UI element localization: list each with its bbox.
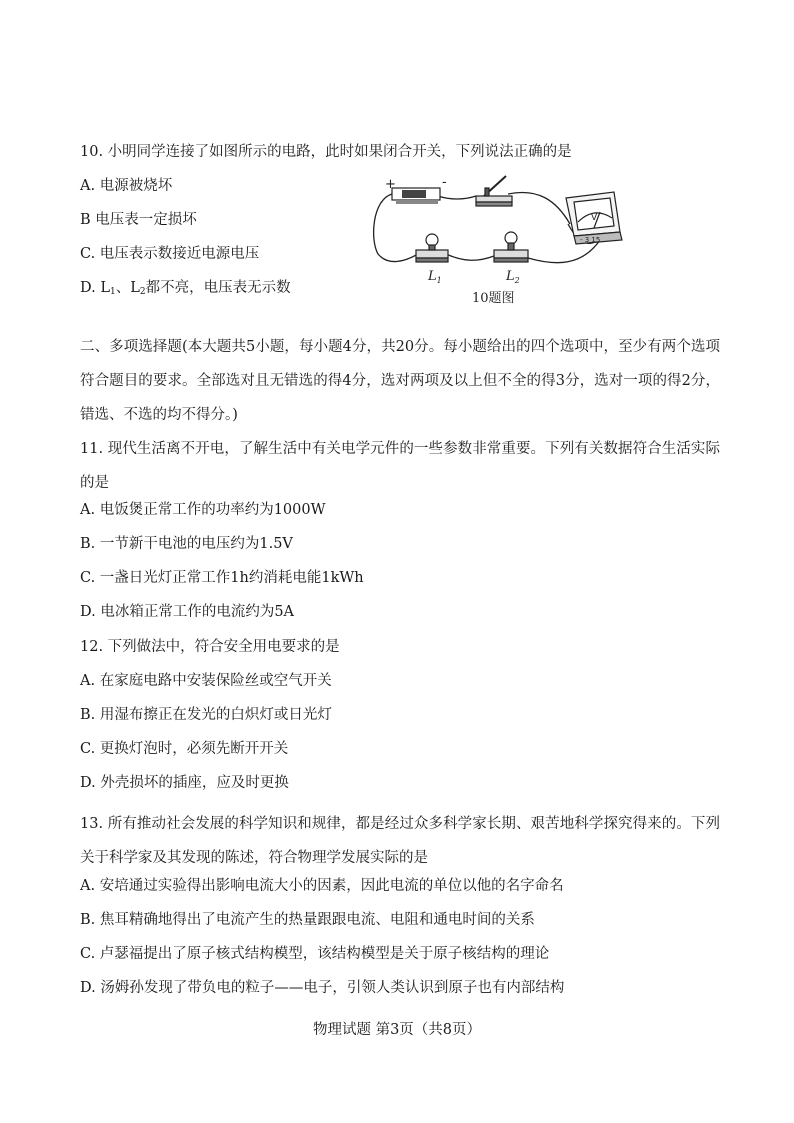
q11-option-c: C. 一盏日光灯正常工作1h约消耗电能1kWh — [80, 570, 364, 586]
battery-minus: - — [442, 175, 447, 190]
battery-plus: + — [385, 177, 396, 192]
lamp-l1-label: $L_1$ — [428, 269, 442, 285]
q11-stem: 11. 现代生活离不开电，了解生活中有关电学元件的一些参数非常重要。下列有关数据符合生活实际的是 — [80, 441, 720, 491]
q13-option-a: A. 安培通过实验得出影响电流大小的因素，因此电流的单位以他的名字命名 — [80, 878, 564, 894]
q11-option-b: B. 一节新干电池的电压约为1.5V — [80, 536, 293, 552]
q12-stem: 12. 下列做法中，符合安全用电要求的是 — [80, 639, 340, 655]
q10-option-d: D. $L_1$、$L_2$都不亮，电压表无示数 — [80, 280, 291, 297]
knife-switch — [476, 176, 512, 206]
figure-caption: 10题图 — [472, 291, 515, 306]
q13-stem: 13. 所有推动社会发展的科学知识和规律，都是经过众多科学家长期、艰苦地科学探究得来的。下列关于科学家及其发现的陈述，符合物理学发展实际的是 — [80, 816, 720, 866]
battery-holder — [392, 188, 440, 204]
q12-option-a: A. 在家庭电路中安装保险丝或空气开关 — [80, 673, 332, 689]
circuit-figure — [368, 170, 714, 310]
q12-option-b: B. 用湿布擦正在发光的白炽灯或日光灯 — [80, 707, 332, 723]
q12-option-c: C. 更换灯泡时，必须先断开开关 — [80, 741, 289, 757]
q13-option-d: D. 汤姆孙发现了带负电的粒子——电子，引领人类认识到原子也有内部结构 — [80, 980, 565, 996]
q13-option-b: B. 焦耳精确地得出了电流产生的热量跟跟电流、电阻和通电时间的关系 — [80, 912, 535, 928]
voltmeter-terminals: - 3 15 — [580, 236, 601, 244]
lamp-l2 — [494, 232, 528, 262]
q10-option-a: A. 电源被烧坏 — [80, 178, 173, 194]
q11-option-a: A. 电饭煲正常工作的功率约为1000W — [80, 502, 326, 518]
q13-option-c: C. 卢瑟福提出了原子核式结构模型，该结构模型是关于原子核结构的理论 — [80, 946, 550, 962]
q11-option-d: D. 电冰箱正常工作的电流约为5A — [80, 604, 295, 620]
lamp-l2-label: $L_2$ — [506, 269, 520, 285]
q12-option-d: D. 外壳损坏的插座，应及时更换 — [80, 775, 289, 791]
q10-option-b: B 电压表一定损坏 — [80, 212, 197, 228]
q10-stem: 10. 小明同学连接了如图所示的电路，此时如果闭合开关，下列说法正确的是 — [80, 144, 572, 160]
voltmeter-symbol: V — [591, 213, 598, 223]
q10-option-c: C. 电压表示数接近电源电压 — [80, 246, 260, 262]
lamp-l1 — [416, 234, 448, 262]
section-2-heading: 二、多项选择题(本大题共5小题，每小题4分，共20分。每小题给出的四个选项中，至少有两个选项符合题目的要求。全部选对且无错选的得4分，选对两项及以上但不全的得3分，选对一项的得2分，错选、不选的均不得分。) — [80, 339, 720, 423]
page-footer: 物理试题 第3页（共8页） — [312, 1022, 482, 1038]
